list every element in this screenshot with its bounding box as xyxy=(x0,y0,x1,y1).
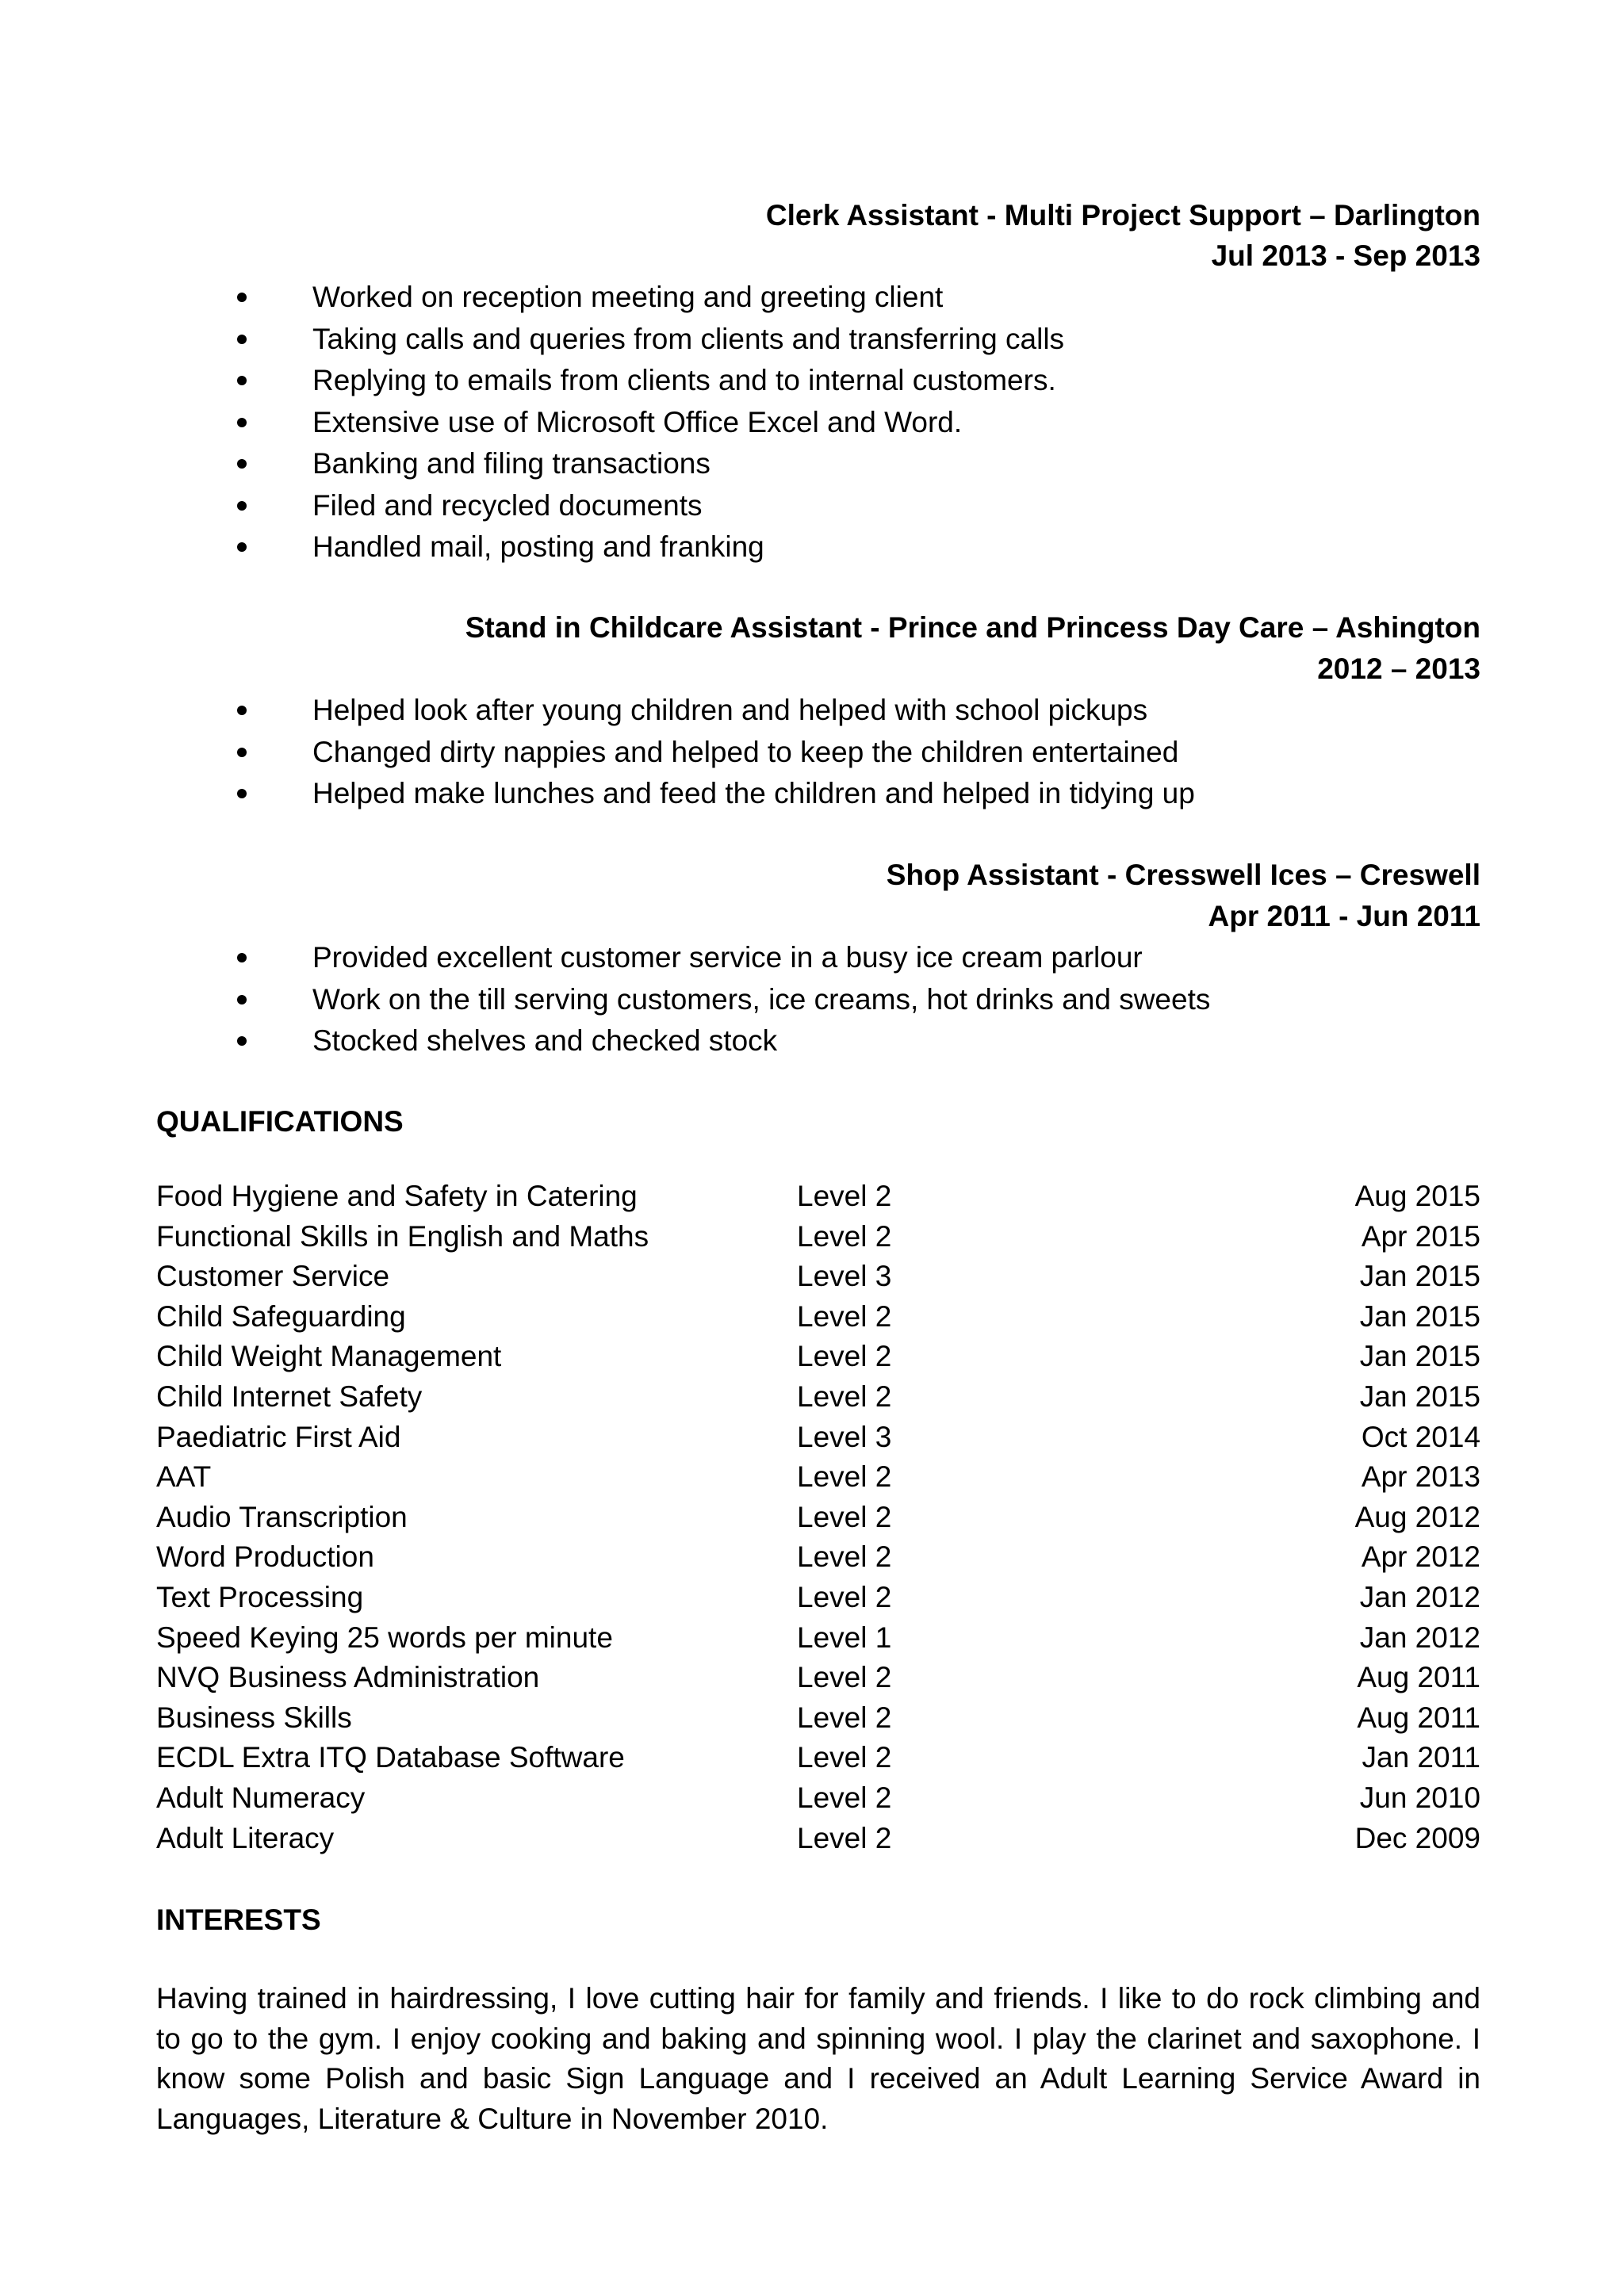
table-row xyxy=(0,1337,1624,1377)
bullet-icon xyxy=(237,789,247,798)
bullet-icon xyxy=(237,335,247,344)
qualification-name: AAT xyxy=(156,1460,212,1494)
table-row xyxy=(0,1618,1624,1659)
bullet-icon xyxy=(237,1036,247,1046)
qualification-date: Apr 2013 xyxy=(1361,1460,1480,1494)
table-row xyxy=(0,1498,1624,1538)
qualification-name: Functional Skills in English and Maths xyxy=(156,1219,649,1253)
qualification-name: Text Processing xyxy=(156,1580,364,1613)
qualification-date: Dec 2009 xyxy=(1354,1821,1480,1854)
bullet-icon xyxy=(237,376,247,385)
qualification-level: Level 2 xyxy=(797,1580,892,1613)
job-duties-list xyxy=(0,937,1624,1062)
qualification-level: Level 2 xyxy=(797,1781,892,1814)
table-row xyxy=(0,1537,1624,1578)
job-dates: 2012 – 2013 xyxy=(1317,652,1480,685)
qualification-date: Jan 2011 xyxy=(1362,1741,1480,1774)
list-item: Stocked shelves and checked stock xyxy=(0,1020,1624,1062)
job-title: Shop Assistant - Cresswell Ices – Creswell xyxy=(886,859,1480,891)
bullet-icon xyxy=(237,418,247,427)
qualification-name: Customer Service xyxy=(156,1260,390,1293)
job-duties-list xyxy=(0,690,1624,815)
table-row xyxy=(0,1297,1624,1337)
bullet-icon xyxy=(237,706,247,715)
bullet-icon xyxy=(237,995,247,1004)
qualification-date: Aug 2012 xyxy=(1354,1500,1480,1533)
qualification-level: Level 1 xyxy=(797,1621,892,1654)
qualification-name: Adult Literacy xyxy=(156,1821,335,1854)
bullet-icon xyxy=(237,293,247,302)
qualification-level: Level 2 xyxy=(797,1500,892,1533)
list-item: Filed and recycled documents xyxy=(0,485,1624,527)
list-item: Handled mail, posting and franking xyxy=(0,526,1624,568)
table-row xyxy=(0,1778,1624,1819)
qualification-name: NVQ Business Administration xyxy=(156,1661,540,1694)
table-row xyxy=(0,1738,1624,1778)
table-row xyxy=(0,1578,1624,1618)
job-title: Stand in Childcare Assistant - Prince and Princess Day Care – Ashington xyxy=(465,611,1480,644)
job-title: Clerk Assistant - Multi Project Support – Darlington xyxy=(765,199,1480,232)
table-row xyxy=(0,1177,1624,1217)
qualification-level: Level 2 xyxy=(797,1701,892,1734)
table-row xyxy=(0,1217,1624,1257)
table-row xyxy=(0,1257,1624,1297)
qualification-name: Child Safeguarding xyxy=(156,1299,406,1333)
interests-paragraph: Having trained in hairdressing, I love cutting hair for family and friends. I like to do rock climbing and to go to the gym. I enjoy cooking and baking and spinning wool. I play the clarinet and saxophone. I know some Polish and basic Sign Language and I received an Adult Learning Service Award in Languages, Literature & Culture in November 2010. xyxy=(156,1982,1480,2135)
qualification-level: Level 2 xyxy=(797,1540,892,1574)
qualification-name: Food Hygiene and Safety in Catering xyxy=(156,1180,638,1212)
table-row xyxy=(0,1658,1624,1698)
qualification-name: ECDL Extra ITQ Database Software xyxy=(156,1741,625,1774)
qualification-level: Level 2 xyxy=(797,1219,892,1253)
qualification-name: Speed Keying 25 words per minute xyxy=(156,1621,613,1654)
qualification-name: Audio Transcription xyxy=(156,1500,408,1533)
qualification-date: Jan 2012 xyxy=(1359,1621,1480,1654)
job-dates: Apr 2011 - Jun 2011 xyxy=(1208,900,1480,932)
qualification-date: Aug 2011 xyxy=(1357,1701,1480,1734)
table-row xyxy=(0,1418,1624,1458)
qualification-level: Level 2 xyxy=(797,1380,892,1413)
qualification-level: Level 2 xyxy=(797,1460,892,1494)
bullet-icon xyxy=(237,748,247,757)
bullet-icon xyxy=(237,953,247,962)
qualification-date: Jan 2015 xyxy=(1359,1340,1480,1373)
interests-heading: INTERESTS xyxy=(156,1904,321,1936)
qualification-level: Level 2 xyxy=(797,1340,892,1373)
qualification-level: Level 2 xyxy=(797,1661,892,1694)
table-row xyxy=(0,1819,1624,1859)
qualification-level: Level 3 xyxy=(797,1420,892,1453)
qualification-name: Business Skills xyxy=(156,1701,352,1734)
qualification-level: Level 2 xyxy=(797,1299,892,1333)
qualification-level: Level 2 xyxy=(797,1821,892,1854)
bullet-icon xyxy=(237,459,247,469)
list-item: Banking and filing transactions xyxy=(0,443,1624,485)
qualification-name: Child Internet Safety xyxy=(156,1380,423,1413)
list-item: Taking calls and queries from clients and transferring calls xyxy=(0,319,1624,361)
qualifications-table xyxy=(0,1177,1624,1858)
qualification-level: Level 2 xyxy=(797,1180,892,1212)
qualification-date: Jan 2012 xyxy=(1359,1580,1480,1613)
qualification-name: Paediatric First Aid xyxy=(156,1420,401,1453)
qualifications-heading: QUALIFICATIONS xyxy=(156,1105,404,1138)
table-row xyxy=(0,1377,1624,1418)
list-item: Replying to emails from clients and to internal customers. xyxy=(0,360,1624,402)
qualification-level: Level 2 xyxy=(797,1741,892,1774)
list-item: Extensive use of Microsoft Office Excel and Word. xyxy=(0,402,1624,444)
qualification-date: Jan 2015 xyxy=(1359,1380,1480,1413)
list-item: Helped make lunches and feed the children and helped in tidying up xyxy=(0,773,1624,815)
list-item: Changed dirty nappies and helped to keep the children entertained xyxy=(0,732,1624,774)
qualification-level: Level 3 xyxy=(797,1260,892,1293)
bullet-icon xyxy=(237,542,247,552)
qualification-date: Apr 2012 xyxy=(1361,1540,1480,1574)
qualification-date: Jan 2015 xyxy=(1359,1299,1480,1333)
qualification-name: Child Weight Management xyxy=(156,1340,502,1373)
qualification-date: Oct 2014 xyxy=(1361,1420,1480,1453)
qualification-date: Apr 2015 xyxy=(1361,1219,1480,1253)
table-row xyxy=(0,1698,1624,1739)
qualification-date: Jan 2015 xyxy=(1359,1260,1480,1293)
bullet-icon xyxy=(237,501,247,511)
qualification-date: Jun 2010 xyxy=(1359,1781,1480,1814)
qualification-date: Aug 2015 xyxy=(1354,1180,1480,1212)
list-item: Helped look after young children and helped with school pickups xyxy=(0,690,1624,732)
list-item: Work on the till serving customers, ice creams, hot drinks and sweets xyxy=(0,979,1624,1021)
qualification-date: Aug 2011 xyxy=(1357,1661,1480,1694)
table-row xyxy=(0,1457,1624,1498)
qualification-name: Adult Numeracy xyxy=(156,1781,366,1814)
job-duties-list xyxy=(0,277,1624,568)
list-item: Provided excellent customer service in a busy ice cream parlour xyxy=(0,937,1624,979)
qualification-name: Word Production xyxy=(156,1540,374,1574)
job-dates: Jul 2013 - Sep 2013 xyxy=(1211,239,1480,272)
list-item: Worked on reception meeting and greeting client xyxy=(0,277,1624,319)
